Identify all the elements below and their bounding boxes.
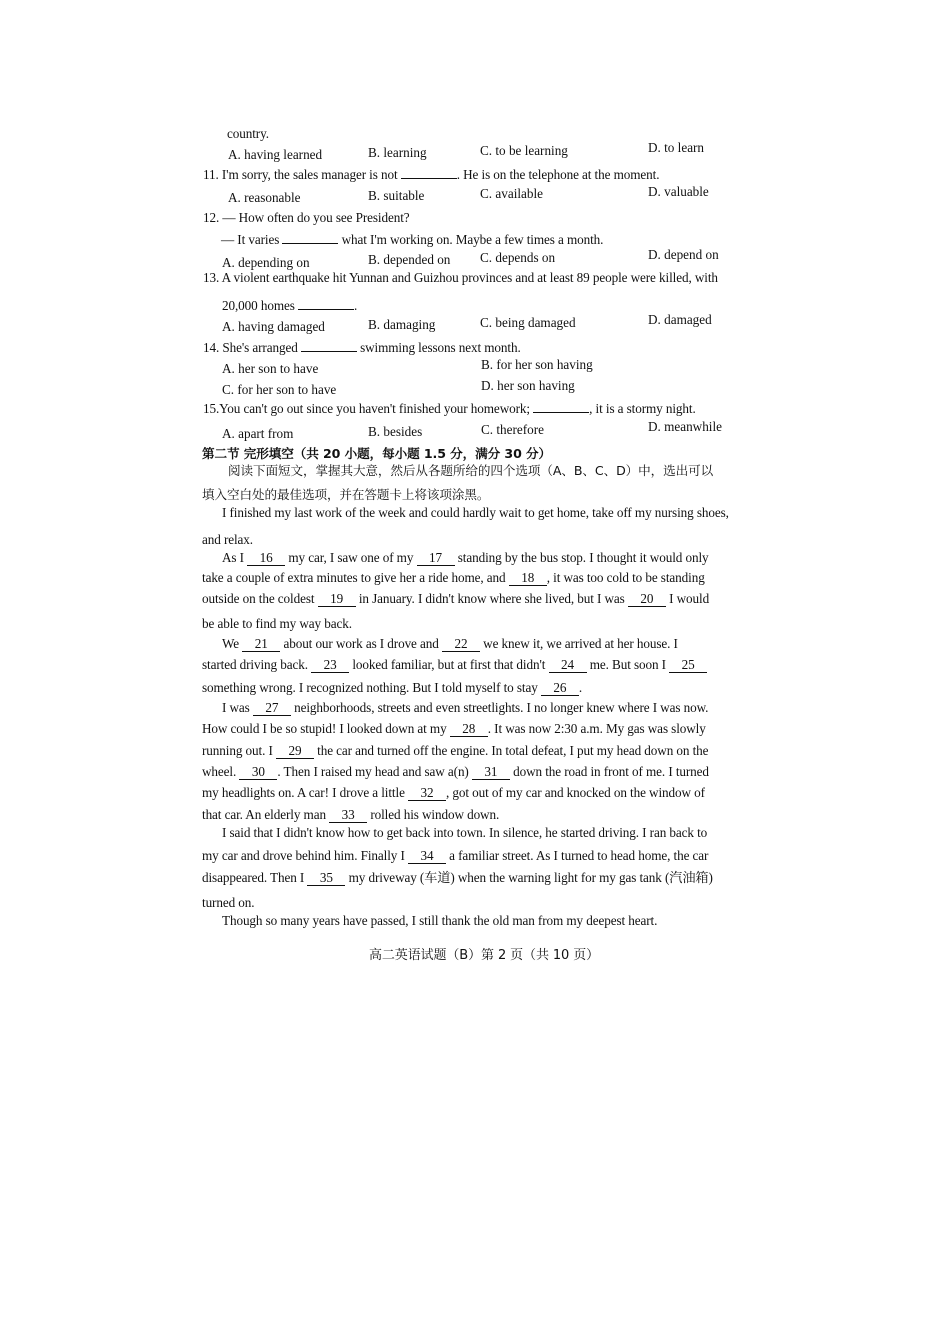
blank-28: 28 [450,722,488,737]
passage-line: and relax. [202,532,253,547]
section-instruction-line1: 阅读下面短文，掌握其大意，然后从各题所给的四个选项（A、B、C、D）中，选出可以 [228,463,714,478]
blank-34: 34 [408,849,446,864]
q11-option-a: A. reasonable [228,190,301,205]
q11-option-b: B. suitable [368,188,425,203]
q10-option-d: D. to learn [648,140,705,155]
blank-25: 25 [669,658,707,673]
q12-option-b: B. depended on [368,252,451,267]
passage-line: We 21 about our work as I drove and 22 we knew it, we arrived at her house. I [222,636,678,651]
section-instruction-line2: 填入空白处的最佳选项，并在答题卡上将该项涂黑。 [202,487,490,502]
passage-line: running out. I 29 the car and turned off the engine. In total defeat, I put my head down on the [202,743,709,758]
blank-33: 33 [329,808,367,823]
q15-option-b: B. besides [368,424,423,439]
blank-35: 35 [307,871,345,886]
blank-22: 22 [442,637,480,652]
q13-stem-line2: 20,000 homes . [222,298,358,313]
blank-31: 31 [472,765,510,780]
blank-17: 17 [417,551,455,566]
passage-line: disappeared. Then I 35 my driveway (车道) when the warning light for my gas tank (汽油箱) [202,870,713,885]
q13-option-b: B. damaging [368,317,436,332]
blank-24: 24 [549,658,587,673]
passage-line: started driving back. 23 looked familiar, but at first that didn't 24 me. But soon I 25 [202,657,707,673]
blank-32: 32 [408,786,446,801]
q11-option-d: D. valuable [648,184,709,199]
q14-option-d: D. her son having [481,378,575,393]
blank-26: 26 [541,681,579,696]
q11-option-c: C. available [480,186,543,201]
section-title: 第二节 完形填空（共 20 小题，每小题 1.5 分，满分 30 分） [202,446,552,461]
q12-option-c: C. depends on [480,250,556,265]
page-footer: 高二英语试题（B）第 2 页（共 10 页） [369,948,600,963]
q10-option-b: B. learning [368,145,427,160]
q13-option-a: A. having damaged [222,319,325,334]
q13-option-c: C. being damaged [480,315,576,330]
blank-21: 21 [242,637,280,652]
passage-line: something wrong. I recognized nothing. But I told myself to stay 26 . [202,680,583,695]
passage-line: that car. An elderly man 33 rolled his window down. [202,807,500,822]
blank-23: 23 [311,658,349,673]
passage-line: Though so many years have passed, I still thank the old man from my deepest heart. [222,913,658,928]
passage-line: wheel. 30 . Then I raised my head and saw a(n) 31 down the road in front of me. I turned [202,764,709,779]
passage-line: turned on. [202,895,255,910]
q12-blank [282,243,338,244]
q14-blank [301,351,357,352]
q11-blank [401,178,457,179]
q11-stem: 11. I'm sorry, the sales manager is not . He is on the telephone at the moment. [203,167,660,182]
q12-option-d: D. depend on [648,247,719,262]
blank-30: 30 [239,765,277,780]
q15-option-d: D. meanwhile [648,419,722,434]
blank-18: 18 [509,571,547,586]
q12-stem: 12. — How often do you see President? [203,210,410,225]
q14-option-b: B. for her son having [481,357,593,372]
blank-16: 16 [247,551,285,566]
q14-stem: 14. She's arranged swimming lessons next month. [203,340,521,355]
passage-line: I finished my last work of the week and could hardly wait to get home, take off my nursing shoes, [222,505,729,520]
blank-19: 19 [318,592,356,607]
q15-option-a: A. apart from [222,426,294,441]
q14-option-c: C. for her son to have [222,382,337,397]
passage-line: As I 16 my car, I saw one of my 17 standing by the bus stop. I thought it would only [222,550,709,565]
passage-line: my car and drove behind him. Finally I 34 a familiar street. As I turned to head home, the car [202,848,709,863]
q13-blank [298,309,354,310]
passage-line: my headlights on. A car! I drove a little 32 , got out of my car and knocked on the window of [202,785,705,800]
q15-stem: 15.You can't go out since you haven't finished your homework; , it is a stormy night. [203,401,696,416]
blank-29: 29 [276,744,314,759]
q15-option-c: C. therefore [481,422,544,437]
blank-27: 27 [253,701,291,716]
passage-line: I was 27 neighborhoods, streets and even streetlights. I no longer knew where I was now. [222,700,709,715]
blank-20: 20 [628,592,666,607]
passage-line: take a couple of extra minutes to give her a ride home, and 18 , it was too cold to be standing [202,570,705,585]
passage-line: be able to find my way back. [202,616,352,631]
q12-option-a: A. depending on [222,255,310,270]
passage-line: outside on the coldest 19 in January. I didn't know where she lived, but I was 20 I would [202,591,710,606]
q12-reply: — It varies what I'm working on. Maybe a few times a month. [221,232,604,247]
q10-continuation: country. [227,126,269,141]
q13-option-d: D. damaged [648,312,712,327]
q13-stem: 13. A violent earthquake hit Yunnan and Guizhou provinces and at least 89 people were killed, with [203,270,718,285]
passage-line: How could I be so stupid! I looked down at my 28 . It was now 2:30 a.m. My gas was slowly [202,721,706,736]
q14-option-a: A. her son to have [222,361,319,376]
q10-option-a: A. having learned [228,147,323,162]
passage-line: I said that I didn't know how to get back into town. In silence, he started driving. I ran back to [222,825,708,840]
q15-blank [533,412,589,413]
q10-option-c: C. to be learning [480,143,568,158]
